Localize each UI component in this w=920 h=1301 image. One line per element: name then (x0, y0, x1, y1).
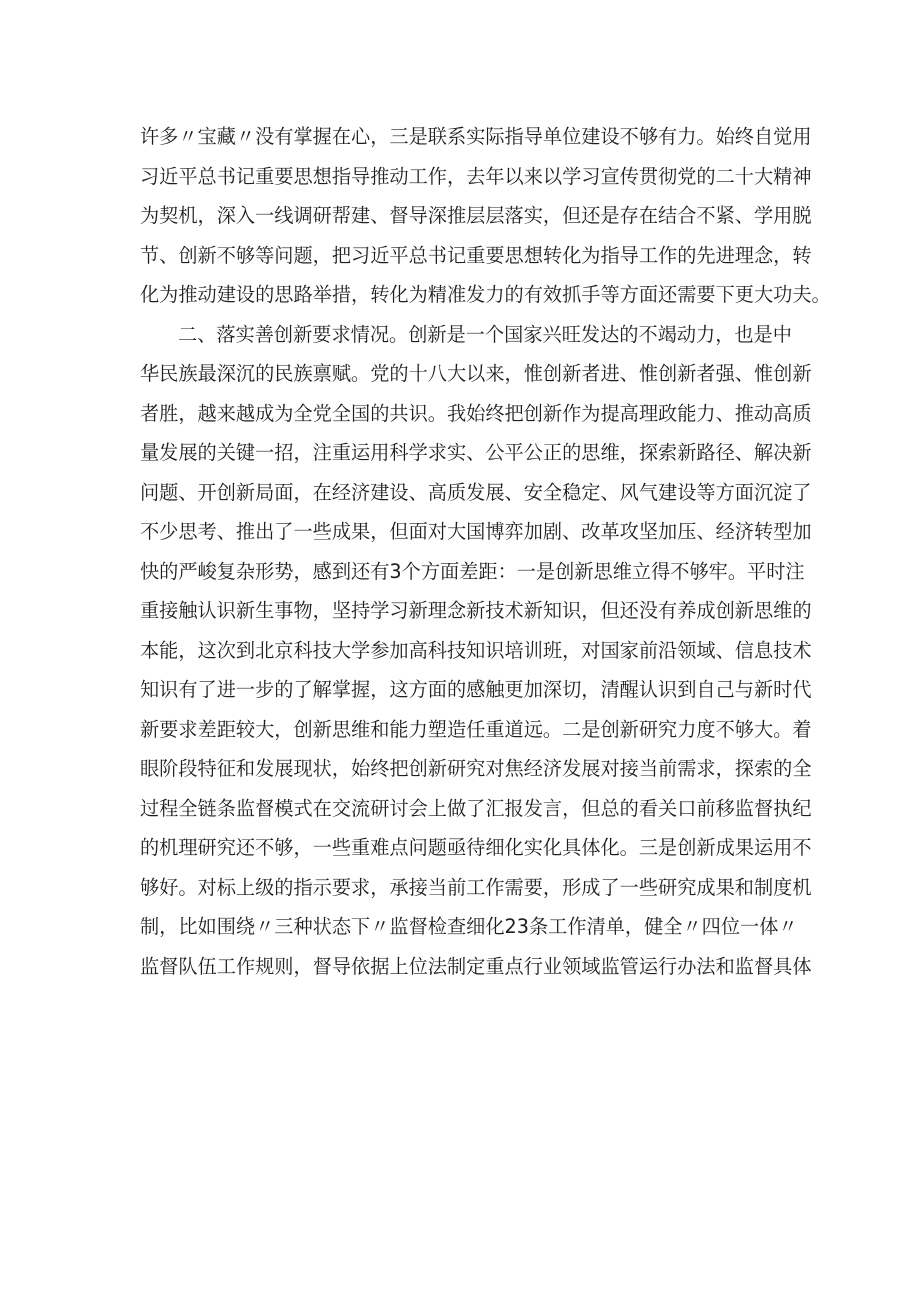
paragraph-line: 过程全链条监督模式在交流研讨会上做了汇报发言，但总的看关口前移监督执纪 (140, 796, 812, 820)
paragraph-line: 不少思考、推出了一些成果，但面对大国博弈加剧、改革攻坚加压、经济转型加 (140, 520, 812, 543)
paragraph-line: 新要求差距较大，创新思维和能力塑造任重道远。二是创新研究力度不够大。着 (140, 717, 812, 741)
paragraph-line: 量发展的关键一招，注重运用科学求实、公平公正的思维，探索新路径、解决新 (140, 441, 812, 464)
paragraph-1 (140, 117, 831, 315)
paragraph-line: 化为推动建设的思路举措，转化为精准发力的有效抓手等方面还需要下更大功夫。 (140, 283, 831, 306)
paragraph-line: 重接触认识新生事物，坚持学习新理念新技术新知识，但还没有养成创新思维的 (140, 599, 812, 622)
paragraph-line: 华民族最深沉的民族禀赋。党的十八大以来，惟创新者进、惟创新者强、惟创新 (140, 362, 812, 385)
paragraph-line: 知识有了进一步的了解掌握，这方面的感触更加深切，清醒认识到自己与新时代 (140, 678, 812, 701)
paragraph-line: 够好。对标上级的指示要求，承接当前工作需要，形成了一些研究成果和制度机 (140, 875, 812, 899)
paragraph-line: 为契机，深入一线调研帮建、督导深推层层落实，但还是存在结合不紧、学用脱 (140, 204, 812, 227)
paragraph-line: 快的严峻复杂形势，感到还有3个方面差距：一是创新思维立得不够牢。平时注 (140, 559, 805, 583)
paragraph-line: 二、落实善创新要求情况。创新是一个国家兴旺发达的不竭动力，也是中 (178, 322, 792, 346)
paragraph-line: 制，比如围绕〃三种状态下〃监督检查细化23条工作清单，健全〃四位一体〃 (140, 915, 798, 938)
paragraph-line: 许多〃宝藏〃没有掌握在心，三是联系实际指导单位建设不够有力。始终自觉用 (140, 125, 812, 148)
paragraph-line: 监督队伍工作规则，督导依据上位法制定重点行业领域监管运行办法和监督具体 (140, 954, 812, 978)
paragraph-2 (140, 315, 812, 987)
paragraph-line: 节、创新不够等问题，把习近平总书记重要思想转化为指导工作的先进理念，转 (140, 243, 812, 267)
paragraph-line: 者胜，越来越成为全党全国的共识。我始终把创新作为提高理政能力、推动高质 (140, 401, 812, 425)
paragraph-line: 的机理研究还不够，一些重难点问题亟待细化实化具体化。三是创新成果运用不 (140, 836, 812, 859)
paragraph-line: 习近平总书记重要思想指导推动工作，去年以来以学习宣传贯彻党的二十大精神 (140, 164, 812, 188)
document-body (140, 117, 831, 986)
paragraph-line: 眼阶段特征和发展现状，始终把创新研究对焦经济发展对接当前需求，探索的全 (140, 757, 812, 780)
paragraph-line: 问题、开创新局面，在经济建设、高质发展、安全稳定、风气建设等方面沉淀了 (140, 480, 812, 504)
paragraph-line: 本能，这次到北京科技大学参加高科技知识培训班，对国家前沿领域、信息技术 (140, 638, 812, 662)
